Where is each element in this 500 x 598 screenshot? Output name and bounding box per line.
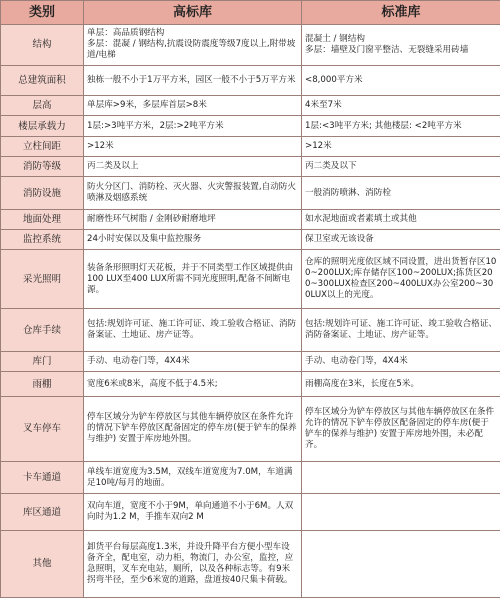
row-standard-value: 停车区域分为铲车停放区与其他车辆停放区在条件允许的情况下铲车停放区配备固定的停车房(便于铲车的保养与维护) 安置于库房地外围，未必配齐。 [302,396,500,461]
row-high-value: 装备条形照明灯天花板，并于不同类型工作区域提供由100 LUX至400 LUX所需不同光度照明,配备不间断电源。 [84,250,302,309]
row-category: 立柱间距 [1,136,84,156]
row-category: 仓库手续 [1,309,84,352]
row-category: 库区通道 [1,494,84,531]
table-row [1,372,500,396]
row-standard-value: 保卫室或无该设备 [302,230,500,250]
row-high-value: 独栋一般不小于1万平方米，园区一般不小于5万平方米 [84,65,302,95]
row-standard-value [302,461,500,494]
row-high-value: 包括:规划许可证、施工许可证、竣工验收合格证、消防备案证、土地证、房产证等。 [84,309,302,352]
row-high-value: 24小时安保以及集中监控服务 [84,230,302,250]
row-category: 监控系统 [1,230,84,250]
table-row [1,65,500,95]
row-standard-value: 混凝土 / 钢结构 多层：墙壁及门窗平整洁、无裂缝采用砖墙 [302,25,500,66]
row-standard-value: 4米至7米 [302,96,500,116]
row-high-value: 耐磨性环气树脂 / 金刚砂耐磨地坪 [84,209,302,229]
row-standard-value: 如水泥地面或者素填土或其他 [302,209,500,229]
header-high-standard: 高标库 [84,1,302,25]
row-standard-value: 丙二类及以下 [302,157,500,177]
row-standard-value [302,494,500,531]
table-row [1,177,500,210]
table-row [1,309,500,352]
row-category: 叉车停车 [1,396,84,461]
row-standard-value: <8,000平方米 [302,65,500,95]
row-category: 结构 [1,25,84,66]
row-standard-value: 1层:<3吨平方米; 其他楼层: <2吨平方米 [302,116,500,136]
table-row [1,494,500,531]
table-row [1,250,500,309]
table-row [1,116,500,136]
row-standard-value: >12米 [302,136,500,156]
row-high-value: >12米 [84,136,302,156]
row-category: 层高 [1,96,84,116]
row-high-value: 宽度6米或8米，高度不低于4.5米; [84,372,302,396]
table-row [1,136,500,156]
table-row [1,230,500,250]
row-high-value: 单线车道宽度为3.5M，双线车道宽度为7.0M，车道满足10吨/每月的地面。 [84,461,302,494]
header-standard: 标准库 [302,1,500,25]
row-high-value: 双向车道，宽度不小于9M，单向通道不小于6M。人双向时为1.2 M，手推车双向2 M [84,494,302,531]
row-category: 楼层承载力 [1,116,84,136]
table-row [1,396,500,461]
table-row [1,96,500,116]
row-category: 卡车通道 [1,461,84,494]
row-high-value: 丙二类及以上 [84,157,302,177]
row-category: 库门 [1,352,84,372]
row-high-value: 防火分区门、消防栓、灭火器、火灾警报装置,自动防火喷淋及烟感系统 [84,177,302,210]
row-high-value: 1层:>3吨平方米，2层:>2吨平方米 [84,116,302,136]
row-standard-value: 包括:规划许可证、施工许可证、竣工验收合格证、消防备案证、土地证、房产证等。 [302,309,500,352]
row-category: 消防等级 [1,157,84,177]
row-high-value: 手动、电动卷门等，4X4米 [84,352,302,372]
row-standard-value: 手动、电动卷门等，4X4米 [302,352,500,372]
table-row [1,157,500,177]
row-high-value: 停车区域分为铲车停放区与其他车辆停放区在条件允许的情况下铲车停放区配备固定的停车房(便于铲车的保养与维护) 安置于库房地外围。 [84,396,302,461]
row-high-value: 单层库>9米，多层库首层>8米 [84,96,302,116]
row-category: 雨棚 [1,372,84,396]
header-category: 类别 [1,1,84,25]
row-high-value: 卸货平台每层高度1.3米，并设升降平台方便小型车设备齐全，配电室，动力柜，物流门，办公室，监控，应急照明，叉车充电站，厕所，以及各种标志等。有9米拐弯半径，至少6米宽的道路，盘道按40尺集卡荷载。 [84,530,302,597]
row-category: 采光照明 [1,250,84,309]
table-header-row [1,1,500,25]
row-standard-value: 一般消防喷淋、消防栓 [302,177,500,210]
table-row [1,352,500,372]
table-row [1,209,500,229]
row-category: 地面处理 [1,209,84,229]
table-row [1,461,500,494]
row-category: 消防设施 [1,177,84,210]
row-category: 其他 [1,530,84,597]
row-standard-value [302,530,500,597]
table-row [1,25,500,66]
row-standard-value: 雨棚高度在3米，长度在5米。 [302,372,500,396]
row-category: 总建筑面积 [1,65,84,95]
table-row [1,530,500,597]
row-standard-value: 仓库的照明光度依区域不同设置，进出货暂存区100~200LUX;库存储存区100~200LUX;拣货区200~300LUX检查区200~400LUX办公室200~300LUX以上的光度。 [302,250,500,309]
row-high-value: 单层：高品质钢结构 多层：混凝 / 钢结构,抗震设防震度等级7度以上,附带坡道/电梯 [84,25,302,66]
